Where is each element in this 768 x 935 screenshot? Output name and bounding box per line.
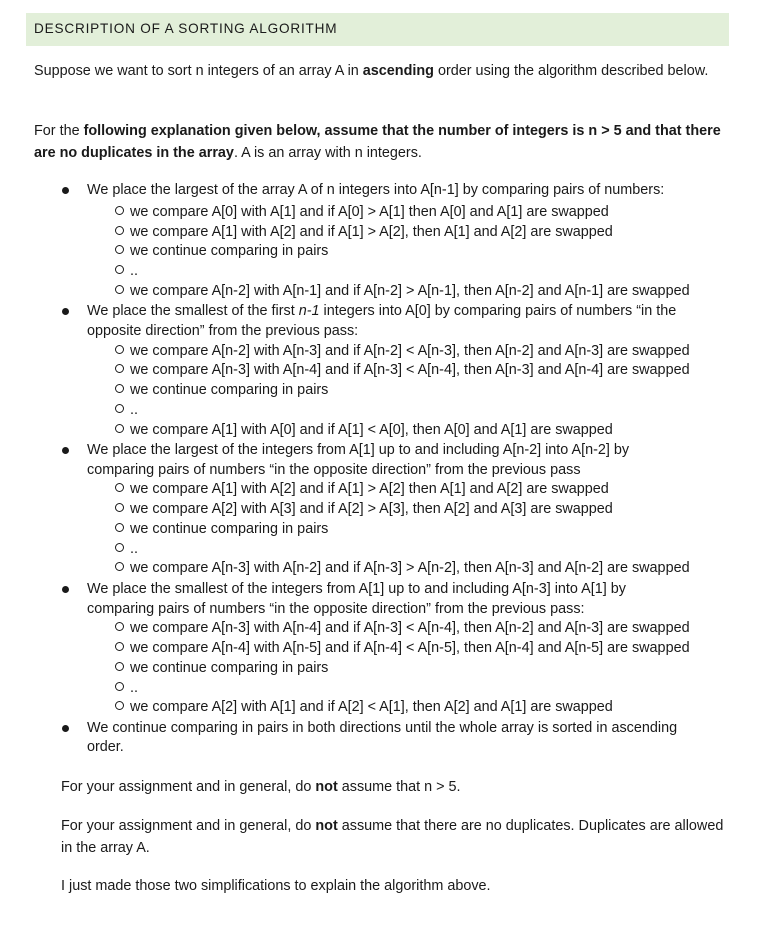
bold-text: following explanation given below, assume that the number of integers is n > 5 and that there are no duplicates in the array: [34, 123, 721, 161]
circle-bullet-icon: [115, 562, 124, 571]
text-run: assume that there are no duplicates. Duplicates are allowed in the array A.: [61, 818, 724, 856]
bold-text: not: [315, 779, 338, 795]
sub-text: we compare A[n-3] with A[n-4] and if A[n-3] < A[n-4], then A[n-3] and A[n-4] are swapped: [130, 362, 690, 378]
bullet-text: comparing pairs of numbers “in the opposite direction” from the previous pass:: [87, 601, 585, 617]
sub-text: we compare A[2] with A[1] and if A[2] < A[1], then A[2] and A[1] are swapped: [130, 699, 613, 715]
circle-bullet-icon: [115, 265, 124, 274]
text-run: For your assignment and in general, do: [61, 818, 316, 834]
sub-text: ..: [130, 402, 138, 418]
bullet-icon: [62, 308, 69, 315]
sub-text: ..: [130, 263, 138, 279]
circle-bullet-icon: [115, 622, 124, 631]
note-paragraph-3: I just made those two simplifications to explain the algorithm above.: [61, 878, 491, 894]
sub-text: we compare A[n-2] with A[n-3] and if A[n-2] < A[n-3], then A[n-2] and A[n-3] are swapped: [130, 343, 690, 359]
circle-bullet-icon: [115, 503, 124, 512]
circle-bullet-icon: [115, 662, 124, 671]
bullet-text: integers into A[0] by comparing pairs of numbers “in the: [319, 303, 677, 319]
sub-text: we compare A[n-2] with A[n-1] and if A[n-2] > A[n-1], then A[n-2] and A[n-1] are swapped: [130, 283, 690, 299]
bullet-text: We place the largest of the array A of n integers into A[n-1] by comparing pairs of numbers:: [87, 182, 665, 198]
circle-bullet-icon: [115, 226, 124, 235]
sub-text: we compare A[1] with A[2] and if A[1] > A[2], then A[1] and A[2] are swapped: [130, 224, 613, 240]
circle-bullet-icon: [115, 384, 124, 393]
bullet-icon: [62, 725, 69, 732]
sub-text: we continue comparing in pairs: [130, 243, 329, 259]
bullet-text: order.: [87, 739, 124, 755]
circle-bullet-icon: [115, 543, 124, 552]
bullet-icon: [62, 586, 69, 593]
text-run: For the: [34, 123, 84, 139]
circle-bullet-icon: [115, 206, 124, 215]
text-run: assume that n > 5.: [337, 779, 461, 795]
text-run: . A is an array with n integers.: [233, 145, 422, 161]
intro-paragraph-2: [34, 120, 724, 164]
italic-text: n-1: [298, 303, 320, 319]
note-paragraph-1: [61, 776, 731, 798]
sub-text: ..: [130, 680, 138, 696]
bullet-text: We place the smallest of the integers from A[1] up to and including A[n-3] into A[1] by: [87, 581, 626, 597]
circle-bullet-icon: [115, 701, 124, 710]
circle-bullet-icon: [115, 483, 124, 492]
bullet-text: comparing pairs of numbers “in the opposite direction” from the previous pass: [87, 462, 581, 478]
section-header: [26, 13, 729, 46]
sub-text: we continue comparing in pairs: [130, 382, 329, 398]
bullet-text: We continue comparing in pairs in both directions until the whole array is sorted in ascending: [87, 720, 678, 736]
sub-text: we compare A[n-3] with A[n-4] and if A[n-3] < A[n-4], then A[n-2] and A[n-3] are swapped: [130, 620, 690, 636]
text-run: For your assignment and in general, do: [61, 779, 316, 795]
sub-text: we compare A[0] with A[1] and if A[0] > A[1] then A[0] and A[1] are swapped: [130, 204, 609, 220]
bullet-text: opposite direction” from the previous pass:: [87, 323, 359, 339]
text-run: Suppose we want to sort n integers of an array A in: [34, 63, 363, 79]
intro-paragraph-1: [34, 60, 724, 82]
bold-text: not: [315, 818, 338, 834]
bullet-icon: [62, 447, 69, 454]
circle-bullet-icon: [115, 364, 124, 373]
sub-text: we compare A[n-3] with A[n-2] and if A[n-3] > A[n-2], then A[n-3] and A[n-2] are swapped: [130, 560, 690, 576]
circle-bullet-icon: [115, 345, 124, 354]
bold-text: ascending: [362, 63, 434, 79]
note-paragraph-2: [61, 815, 731, 859]
bullet-text: We place the largest of the integers from A[1] up to and including A[n-2] into A[n-2] by: [87, 442, 630, 458]
circle-bullet-icon: [115, 523, 124, 532]
text-run: order using the algorithm described below.: [433, 63, 709, 79]
section-title: DESCRIPTION OF A SORTING ALGORITHM: [34, 21, 338, 36]
sub-text: we compare A[n-4] with A[n-5] and if A[n-4] < A[n-5], then A[n-4] and A[n-5] are swapped: [130, 640, 690, 656]
circle-bullet-icon: [115, 285, 124, 294]
bullet-icon: [62, 187, 69, 194]
circle-bullet-icon: [115, 245, 124, 254]
bullet-text: We place the smallest of the first: [87, 303, 299, 319]
sub-text: we continue comparing in pairs: [130, 521, 329, 537]
circle-bullet-icon: [115, 642, 124, 651]
circle-bullet-icon: [115, 404, 124, 413]
circle-bullet-icon: [115, 424, 124, 433]
sub-text: we compare A[1] with A[0] and if A[1] < A[0], then A[0] and A[1] are swapped: [130, 422, 613, 438]
circle-bullet-icon: [115, 682, 124, 691]
sub-text: we continue comparing in pairs: [130, 660, 329, 676]
sub-text: we compare A[2] with A[3] and if A[2] > A[3], then A[2] and A[3] are swapped: [130, 501, 613, 517]
sub-text: ..: [130, 541, 138, 557]
sub-text: we compare A[1] with A[2] and if A[1] > A[2] then A[1] and A[2] are swapped: [130, 481, 609, 497]
